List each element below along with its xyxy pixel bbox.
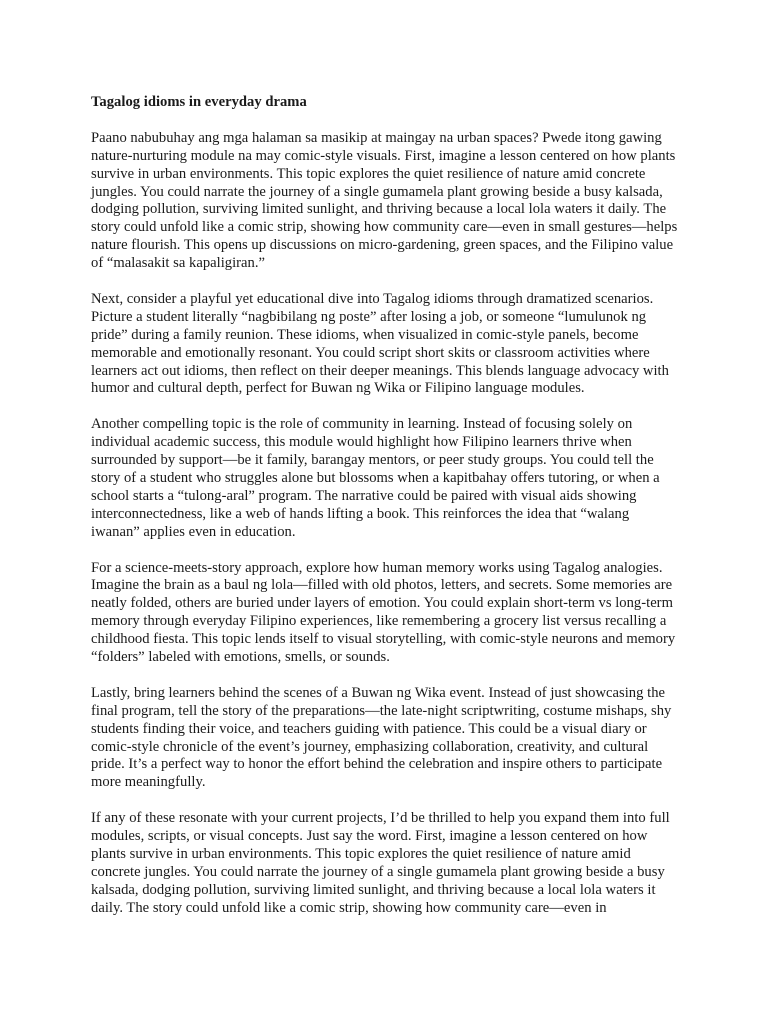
paragraph-community-learning: Another compelling topic is the role of community in learning. Instead of focusing solely on individual academic success, this module would highlight how Filipino learners thrive when surrounded by support—be it family, barangay mentors, or peer study groups. You could tell the story of a student who struggles alone but blossoms when a kapitbahay offers tutoring, or when a school starts a “tulong-aral” program. The narrative could be paired with visual aids showing interconnectedness, like a web of hands lifting a book. This reinforces the idea that “walang iwanan” applies even in education.: [91, 416, 660, 540]
paragraph-tagalog-idioms: Next, consider a playful yet educational dive into Tagalog idioms through dramatized scenarios. Picture a student literally “nagbibilang ng poste” after losing a job, or someone “lumulunok ng pride” during a family reunion. These idioms, when visualized in comic-style panels, become memorable and emotionally resonant. You could script short skits or classroom activities where learners act out idioms, then reflect on their deeper meanings. This blends language advocacy with humor and cultural depth, perfect for Buwan ng Wika or Filipino language modules.: [91, 290, 669, 397]
document-title: Tagalog idioms in everyday drama: [91, 94, 307, 110]
paragraph-closing: If any of these resonate with your current projects, I’d be thrilled to help you expand them into full modules, scripts, or visual concepts. Just say the word. First, imagine a lesson centered on how plants survive in urban environments. This topic explores the quiet resilience of nature amid concrete jungles. You could narrate the journey of a single gumamela plant growing beside a busy kalsada, dodging pollution, surviving limited sunlight, and thriving because a local lola waters it daily. The story could unfold like a comic strip, showing how community care—even in: [91, 810, 670, 916]
paragraph-urban-plants: Paano nabubuhay ang mga halaman sa masikip at maingay na urban spaces? Pwede itong gawing nature-nurturing module na may comic-style visuals. First, imagine a lesson centered on how plants survive in urban environments. This topic explores the quiet resilience of nature amid concrete jungles. You could narrate the journey of a single gumamela plant growing beside a busy kalsada, dodging pollution, surviving limited sunlight, and thriving because a local lola waters it daily. The story could unfold like a comic strip, showing how community care—even in small gestures—helps nature flourish. This opens up discussions on micro-gardening, green spaces, and the Filipino value of “malasakit sa kapaligiran.”: [91, 129, 678, 272]
paragraph-human-memory: For a science-meets-story approach, explore how human memory works using Tagalog analogies. Imagine the brain as a baul ng lola—filled with old photos, letters, and secrets. Some memories are neatly folded, others are buried under layers of emotion. You could explain short-term vs long-term memory through everyday Filipino experiences, like remembering a grocery list versus recalling a childhood fiesta. This topic lends itself to visual storytelling, with comic-style neurons and memory “folders” labeled with emotions, smells, or sounds.: [91, 559, 676, 666]
document-page: [91, 94, 681, 918]
paragraph-buwan-ng-wika: Lastly, bring learners behind the scenes of a Buwan ng Wika event. Instead of just showcasing the final program, tell the story of the preparations—the late-night scriptwriting, costume mishaps, shy students finding their voice, and teachers guiding with patience. This could be a visual diary or comic-style chronicle of the event’s journey, emphasizing collaboration, creativity, and cultural pride. It’s a perfect way to honor the effort behind the celebration and inspire others to participate more meaningfully.: [91, 684, 672, 791]
